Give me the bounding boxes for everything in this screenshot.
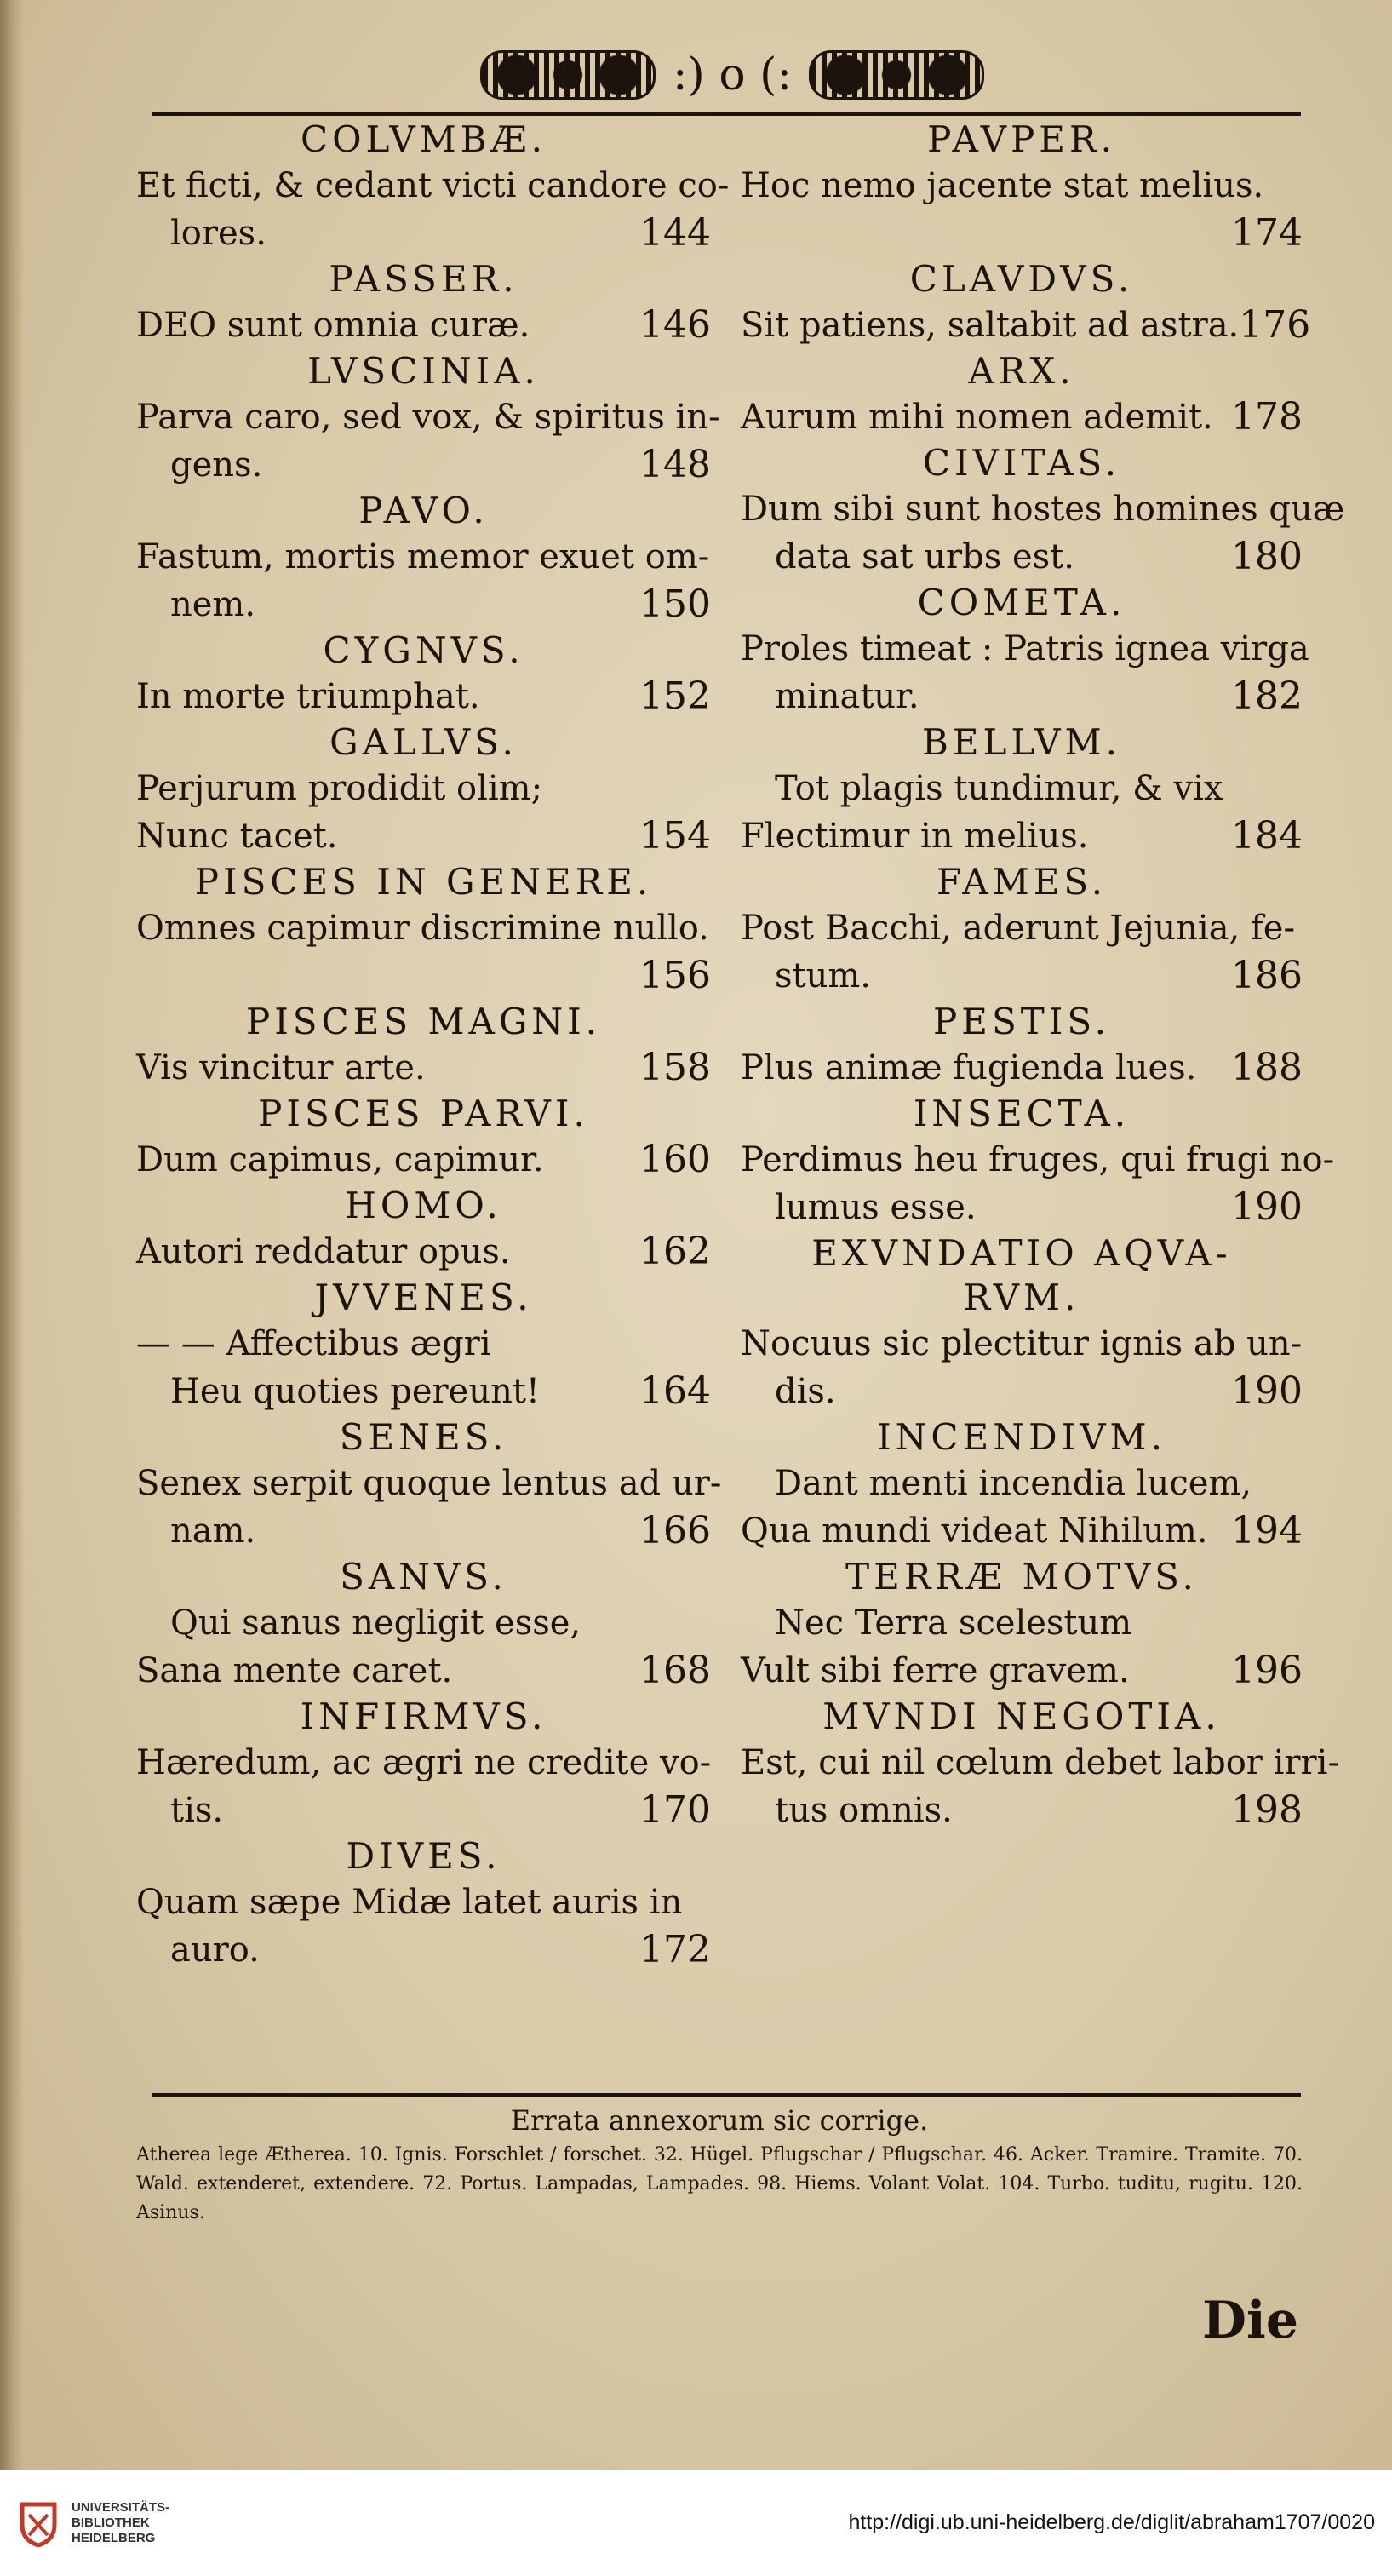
entry-line: [136, 1507, 711, 1555]
entry-text: [136, 1320, 711, 1415]
entry-heading: DIVES.: [346, 1835, 501, 1877]
entry-heading: BELLVM.: [921, 721, 1121, 763]
entry-text: [136, 1044, 711, 1092]
errata-body: Atherea lege Ætherea. 10. Ignis. Forschlet / forschet. 32. Hügel. Pflugschar / Pflugschar. 46. Acker. Tramire. Tramite. 70. Wald. extenderet, extendere. 72. Portus. Lampadas, Lampades. 98. Hiems. Volant Volat. 104. Turbo. tuditu, rugitu. 120. Asinus.: [136, 2144, 1303, 2223]
ornament-center: :) o (:: [673, 49, 792, 100]
page-number: 148: [639, 443, 711, 486]
line-text: DEO sunt omnia curæ.: [136, 306, 530, 345]
entry-text: [136, 1599, 711, 1695]
entry-line: [136, 1879, 711, 1926]
logo-text: [72, 2500, 169, 2546]
line-text: gens.: [170, 445, 263, 485]
line-text: Senex serpit quoque lentus ad ur-: [136, 1464, 722, 1503]
line-text: Nunc tacet.: [136, 817, 338, 856]
entry-heading: TERRÆ MOTVS.: [845, 1556, 1198, 1598]
page-number: 194: [1231, 1509, 1303, 1552]
line-text: Heu quoties pereunt!: [170, 1372, 541, 1411]
left-column: [136, 118, 730, 2093]
entry-line: [136, 1044, 711, 1092]
line-text: Nocuus sic plectitur ignis ab un-: [741, 1324, 1303, 1363]
entry-text: [136, 301, 711, 349]
page-number: 184: [1231, 814, 1303, 858]
entry-line: [741, 625, 1309, 673]
line-text: lumus esse.: [775, 1188, 977, 1227]
page-number: 188: [1231, 1046, 1303, 1089]
entry-line: [741, 1136, 1335, 1184]
line-text: Quam sæpe Midæ latet auris in: [136, 1883, 683, 1922]
page-number: 190: [1231, 1185, 1303, 1229]
entry-heading: PAVO.: [358, 490, 489, 531]
entry-line: [136, 209, 711, 257]
entry-line: [136, 952, 711, 1000]
entry-line: [136, 1136, 711, 1184]
entry-text: [741, 1739, 1339, 1834]
ornament-right-icon: [809, 50, 984, 100]
entry-text: [741, 1599, 1303, 1695]
entry-heading: HOMO.: [345, 1185, 502, 1226]
entry-line: [136, 1926, 711, 1974]
entry-text: [136, 162, 730, 257]
entry-text: [741, 393, 1303, 441]
page-number: 144: [639, 211, 711, 255]
entry-heading: INCENDIVM.: [877, 1416, 1166, 1458]
entry-line: [741, 812, 1303, 860]
entry-heading: JVVENES.: [314, 1277, 533, 1318]
page-number: 170: [639, 1788, 711, 1832]
entry-line: [741, 952, 1303, 1000]
entry-line: [741, 673, 1303, 720]
entry-line: [136, 393, 720, 441]
entry-line: [741, 1787, 1303, 1834]
entry-line: [741, 533, 1303, 581]
line-text: Flectimur in melius.: [741, 817, 1089, 856]
university-seal-icon: [17, 2499, 60, 2547]
header-ornament: [477, 41, 988, 109]
entry-line: [136, 1368, 711, 1415]
entry-text: [741, 625, 1309, 720]
top-rule: [152, 112, 1301, 116]
entry-heading: INSECTA.: [913, 1093, 1131, 1134]
entry-line: [136, 1320, 711, 1368]
line-text: Fastum, mortis memor exuet om-: [136, 537, 710, 577]
entry-heading: MVNDI NEGOTIA.: [822, 1695, 1221, 1737]
entry-line: [136, 765, 711, 812]
entry-heading: CYGNVS.: [323, 629, 524, 671]
line-text: Est, cui nil cœlum debet labor irri-: [741, 1743, 1339, 1782]
page-number: 186: [1231, 954, 1303, 997]
line-text: tus omnis.: [775, 1791, 953, 1830]
line-text: Qua mundi videat Nihilum.: [741, 1512, 1208, 1551]
entry-text: [136, 533, 711, 628]
entry-line: [741, 1184, 1303, 1231]
line-text: Post Bacchi, aderunt Jejunia, fe-: [741, 909, 1295, 948]
entry-text: [741, 162, 1303, 257]
catchword: Die: [1202, 2291, 1298, 2350]
entry-heading: COLVMBÆ.: [300, 118, 547, 160]
entry-line: [136, 441, 711, 489]
page-number: 166: [639, 1509, 711, 1552]
page-number: 156: [639, 954, 711, 997]
permalink-url[interactable]: http://digi.ub.uni-heidelberg.de/diglit/abraham1707/0020: [848, 2510, 1375, 2534]
page-number: 146: [639, 303, 711, 347]
line-text: Qui sanus negligit esse,: [170, 1604, 581, 1643]
entry-text: [741, 765, 1303, 860]
ornament-left-icon: [480, 50, 656, 100]
page-number: 198: [1231, 1788, 1303, 1832]
errata-title: Errata annexorum sic corrige.: [510, 2104, 929, 2137]
page-number: 176: [1239, 303, 1311, 347]
entry-line: [136, 1460, 722, 1507]
page-number: 160: [639, 1138, 711, 1181]
right-column: [741, 118, 1345, 2093]
page-number: 182: [1231, 674, 1303, 718]
entry-line: [741, 162, 1303, 209]
line-text: — — Affectibus ægri: [136, 1324, 491, 1363]
entry-heading: LVSCINIA.: [307, 350, 540, 392]
entry-heading: ARX.: [968, 350, 1075, 392]
line-text: Omnes capimur discrimine nullo.: [136, 909, 709, 948]
entry-heading: FAMES.: [936, 861, 1108, 903]
line-text: lores.: [170, 214, 266, 253]
entry-text: [136, 673, 711, 720]
entry-line: [741, 1739, 1339, 1787]
page-number: 168: [639, 1649, 711, 1692]
entry-heading: PISCES MAGNI.: [245, 1001, 602, 1042]
page-number: 196: [1231, 1649, 1303, 1692]
entry-text: [741, 904, 1303, 1000]
line-text: In morte triumphat.: [136, 677, 480, 716]
entry-text: [741, 1320, 1303, 1415]
page-number: 150: [639, 582, 711, 626]
entry-text: [136, 393, 720, 489]
line-text: minatur.: [775, 677, 919, 716]
line-text: Proles timeat : Patris ignea virga: [741, 629, 1309, 668]
entry-line: [741, 1647, 1303, 1695]
line-text: nem.: [170, 585, 256, 624]
entry-text: [741, 1044, 1303, 1092]
line-text: Aurum mihi nomen ademit.: [741, 398, 1213, 437]
entry-heading: PASSER.: [329, 258, 518, 300]
line-text: Vult sibi ferre gravem.: [741, 1651, 1130, 1690]
entry-line: [136, 162, 730, 209]
entry-text: [136, 904, 711, 1000]
line-text: data sat urbs est.: [775, 537, 1074, 577]
entry-text: [136, 1228, 711, 1276]
logo-line-1: UNIVERSITÄTS-: [72, 2499, 170, 2515]
entry-text: [136, 765, 711, 860]
page-number: 172: [639, 1928, 711, 1971]
page-number: 154: [639, 814, 711, 858]
entry-text: [136, 1460, 722, 1555]
line-text: Plus animæ fugienda lues.: [741, 1048, 1197, 1087]
entry-line: [136, 581, 711, 628]
entry-line: [136, 1599, 711, 1647]
entry-text: [741, 1460, 1303, 1555]
entry-line: [741, 1368, 1303, 1415]
entry-line: [741, 1460, 1303, 1507]
entry-heading: INFIRMVS.: [300, 1695, 547, 1737]
library-logo[interactable]: [17, 2499, 169, 2547]
line-text: Hæredum, ac ægri ne credite vo-: [136, 1743, 712, 1782]
line-text: Tot plagis tundimur, & vix: [775, 769, 1223, 808]
entry-heading: CLAVDVS.: [909, 258, 1134, 300]
entry-line: [741, 765, 1303, 812]
page-number: 164: [639, 1369, 711, 1413]
line-text: Sit patiens, saltabit ad astra.: [741, 306, 1240, 345]
entry-line: [741, 485, 1345, 533]
entry-line: [741, 209, 1303, 257]
page-number: 174: [1231, 211, 1303, 255]
line-text: dis.: [775, 1372, 836, 1411]
entry-text: [136, 1739, 711, 1834]
entry-text: [741, 485, 1345, 581]
page-number: 158: [639, 1046, 711, 1089]
entry-line: [741, 1507, 1303, 1555]
entry-text: [741, 301, 1311, 349]
entry-line: [136, 1647, 711, 1695]
logo-line-3: HEIDELBERG: [72, 2530, 156, 2545]
logo-line-2: BIBLIOTHEK: [72, 2515, 150, 2530]
entry-line: [741, 393, 1303, 441]
footer-bar: [0, 2470, 1392, 2576]
entry-line: [136, 1228, 711, 1276]
entry-line: [136, 904, 711, 952]
line-text: nam.: [170, 1512, 256, 1551]
entry-line: [741, 1599, 1303, 1647]
entry-heading: GALLVS.: [329, 721, 518, 763]
entry-heading: EXVNDATIO AQVA-: [811, 1232, 1232, 1274]
line-text: tis.: [170, 1791, 224, 1830]
page-number: 152: [639, 674, 711, 718]
line-text: Et ficti, & cedant victi candore co-: [136, 166, 730, 205]
line-text: Dant menti incendia lucem,: [775, 1464, 1252, 1503]
page-number: 190: [1231, 1369, 1303, 1413]
page-number: 178: [1231, 395, 1303, 439]
page-number: 180: [1231, 535, 1303, 578]
errata-section: [136, 2103, 1303, 2228]
line-text: Vis vincitur arte.: [136, 1048, 426, 1087]
bottom-rule: [152, 2093, 1301, 2097]
entry-text: [741, 1136, 1335, 1231]
entry-text: [136, 1136, 711, 1184]
entry-line: [136, 812, 711, 860]
line-text: Autori reddatur opus.: [136, 1232, 511, 1271]
entry-heading: CIVITAS.: [922, 442, 1121, 484]
line-text: Nec Terra scelestum: [775, 1604, 1132, 1643]
entry-line: [136, 1739, 711, 1787]
entry-line: [741, 1044, 1303, 1092]
entry-heading: PISCES IN GENERE.: [194, 861, 653, 903]
entry-heading: PESTIS.: [933, 1001, 1110, 1042]
entry-text: [136, 1879, 711, 1974]
entry-heading: SANVS.: [340, 1556, 507, 1598]
line-text: stum.: [775, 956, 872, 995]
entry-line: [741, 1320, 1303, 1368]
entry-heading: COMETA.: [917, 582, 1126, 623]
entry-heading: PAVPER.: [927, 118, 1116, 160]
line-text: Sana mente caret.: [136, 1651, 453, 1690]
entry-heading: RVM.: [963, 1277, 1080, 1318]
entry-heading: PISCES PARVI.: [258, 1093, 589, 1134]
line-text: auro.: [170, 1931, 260, 1970]
line-text: Dum sibi sunt hostes homines quæ: [741, 490, 1345, 529]
entry-line: [136, 533, 711, 581]
line-text: Hoc nemo jacente stat melius.: [741, 166, 1264, 205]
entry-line: [136, 301, 711, 349]
line-text: Perjurum prodidit olim;: [136, 769, 543, 808]
line-text: Parva caro, sed vox, & spiritus in-: [136, 398, 720, 437]
entry-heading: SENES.: [339, 1416, 508, 1458]
entry-line: [741, 301, 1311, 349]
entry-line: [741, 904, 1303, 952]
line-text: Dum capimus, capimur.: [136, 1140, 544, 1179]
page-number: 162: [639, 1230, 711, 1273]
entry-line: [136, 673, 711, 720]
entry-line: [136, 1787, 711, 1834]
line-text: Perdimus heu fruges, qui frugi no-: [741, 1140, 1335, 1179]
